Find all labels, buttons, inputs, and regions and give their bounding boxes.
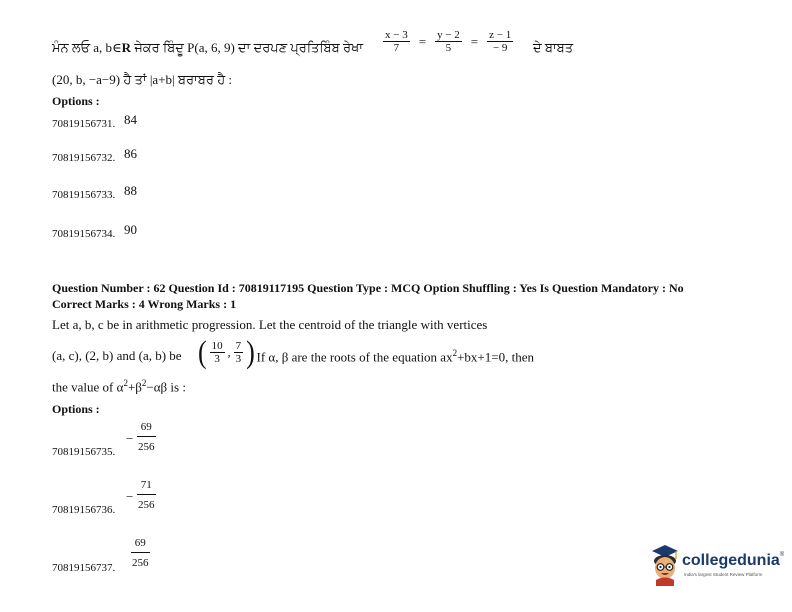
q62-option-1-den: 256 (138, 441, 155, 453)
q61-frac-x (383, 29, 410, 54)
q61-frac-z-num: z − 1 (489, 29, 512, 41)
q62-option-3-fraction (128, 536, 153, 570)
q61-option-1-value: 84 (124, 112, 137, 127)
q62-line3-prefix: the value of α (52, 379, 124, 395)
q62-option-3-num: 69 (131, 536, 150, 553)
q62-line2-end: +bx+1=0, then (457, 349, 534, 365)
q62-option-1-sign: − (126, 431, 134, 446)
q61-line1-middle: ਜੇਕਰ ਬਿੰਦੂ P(a, 6, 9) ਦਾ ਦਰਪਣ ਪ੍ਰਤਿਬਿੰਬ ਰੇਖਾ (131, 40, 364, 55)
q62-header-line2: Correct Marks : 4 Wrong Marks : 1 (52, 297, 237, 311)
q61-frac-y (435, 29, 462, 54)
q61-option-3-value: 88 (124, 183, 137, 198)
q62-option-2[interactable] (52, 476, 192, 520)
q62-sup-2c: 2 (141, 378, 147, 388)
q62-option-2-id: 70819156736. (52, 504, 116, 516)
q62-line3-mid: +β (127, 379, 142, 395)
q62-option-2-sign: − (126, 489, 134, 504)
q61-real-set: R (121, 40, 132, 55)
q61-frac-z (487, 29, 513, 54)
q62-centroid-x-num: 10 (211, 340, 223, 352)
q61-frac-z-den: − 9 (492, 42, 508, 54)
q62-line2-prefix: (a, c), (2, b) and (a, b) be (52, 348, 182, 363)
student-mascot-icon (648, 544, 682, 586)
q62-line3 (52, 378, 186, 395)
q61-line-equation (380, 29, 516, 54)
q61-equals-2: = (470, 33, 479, 49)
q61-line1-suffix: ਦੇ ਬਾਬਤ (533, 40, 574, 55)
logo-tagline: India's largest Student Review Platform (684, 572, 763, 577)
q61-options-label: Options : (52, 94, 100, 108)
q61-line2: (20, b, −a−9) ਹੈ ਤਾਂ |a+b| ਬਰਾਬਰ ਹੈ : (52, 72, 233, 87)
q61-option-3-id: 70819156733. (52, 189, 116, 201)
q62-centroid-y (234, 340, 244, 365)
q62-option-2-den: 256 (138, 499, 155, 511)
q62-line2-rest (250, 348, 534, 365)
q61-equals-1: = (418, 33, 427, 49)
q62-centroid-x-den: 3 (214, 353, 220, 365)
q62-line1: Let a, b, c be in arithmetic progression. Let the centroid of the triangle with vertices (52, 317, 488, 332)
q62-option-3[interactable] (52, 534, 192, 578)
q62-header-line1: Question Number : 62 Question Id : 70819117195 Question Type : MCQ Option Shuffling : Yes Is Question Mandatory : No (52, 281, 684, 295)
q61-option-1-id: 70819156731. (52, 118, 116, 130)
q62-option-3-den: 256 (132, 557, 149, 569)
q62-line3-end: −αβ is : (146, 379, 186, 395)
q62-sup-2a: 2 (452, 348, 458, 358)
q62-option-1-fraction (134, 420, 159, 454)
q61-option-4-id: 70819156734. (52, 228, 116, 240)
q61-option-2-value: 86 (124, 146, 137, 161)
q62-centroid-open-paren: ( (198, 334, 207, 370)
q61-frac-y-den: 5 (445, 42, 452, 54)
q62-option-2-num: 71 (137, 478, 156, 495)
q62-line2-suffix: . If α, β are the roots of the equation ax (250, 349, 453, 365)
q62-sup-2b: 2 (123, 378, 128, 388)
q62-centroid (198, 334, 255, 370)
q62-option-2-fraction (134, 478, 159, 512)
logo-name: collegedunia (682, 552, 780, 569)
q62-option-1-num: 69 (137, 420, 156, 437)
q61-frac-x-den: 7 (393, 42, 400, 54)
q61-line1 (52, 40, 363, 56)
q61-frac-x-num: x − 3 (385, 29, 408, 41)
logo-wordmark (682, 552, 784, 570)
q62-centroid-close-paren: ) (246, 334, 255, 370)
q62-option-3-id: 70819156737. (52, 562, 116, 574)
q62-options-label: Options : (52, 402, 100, 416)
q62-option-1-id: 70819156735. (52, 446, 116, 458)
q61-option-4-value: 90 (124, 222, 137, 237)
q62-centroid-y-num: 7 (235, 340, 242, 352)
q62-centroid-x (210, 340, 225, 365)
q61-line1-prefix: ਮੰਨ ਲਓ a, b∈ (52, 40, 122, 55)
q62-centroid-comma: , (227, 345, 231, 359)
q61-frac-y-num: y − 2 (437, 29, 460, 41)
q62-option-1[interactable] (52, 418, 192, 462)
collegedunia-logo (648, 544, 784, 588)
logo-trademark: ® (779, 552, 785, 558)
q62-centroid-y-den: 3 (235, 353, 242, 365)
q61-option-2-id: 70819156732. (52, 152, 116, 164)
